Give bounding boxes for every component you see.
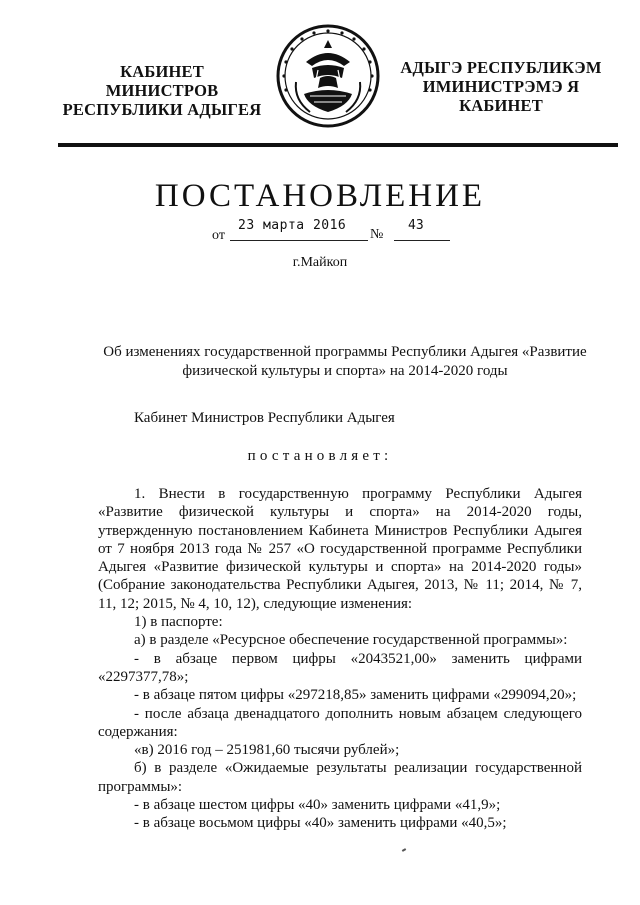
date-value: 23 марта 2016 <box>238 218 347 233</box>
coat-of-arms-emblem <box>274 22 382 130</box>
preamble-lead: Кабинет Министров Республики Адыгея <box>134 410 395 426</box>
body-paragraph: - в абзаце пятом цифры «297218,85» заменить цифрами «299094,20»; <box>134 687 577 704</box>
subject-line-1: Об изменениях государственной программы Республики Адыгея «Развитие <box>103 344 587 360</box>
document-subject <box>98 343 592 380</box>
header-divider <box>58 143 618 147</box>
body-paragraph: «в) 2016 год – 251981,60 тысячи рублей»; <box>134 742 400 759</box>
document-body <box>98 485 582 833</box>
number-value: 43 <box>408 218 424 233</box>
body-paragraph: - в абзаце первом цифры «2043521,00» заменить цифрами «2297377,78»; <box>98 650 582 685</box>
number-prefix: № <box>370 227 384 242</box>
scan-artifact <box>402 848 406 852</box>
body-paragraph: - в абзаце восьмом цифры «40» заменить цифрами «40,5»; <box>134 815 507 832</box>
body-paragraph: 1) в паспорте: <box>134 614 223 631</box>
number-underline <box>394 240 450 241</box>
issuer-name-russian <box>62 62 262 119</box>
issuer-name-line-2: РЕСПУБЛИКИ АДЫГЕЯ <box>62 100 262 119</box>
body-paragraph: - после абзаца двенадцатого дополнить новым абзацем следующего содержания: <box>98 705 582 740</box>
resolves-heading: постановляет: <box>247 448 393 464</box>
date-number-row <box>212 218 452 244</box>
issuer-name-line-1: КАБИНЕТ МИНИСТРОВ <box>105 62 219 100</box>
body-paragraph: а) в разделе «Ресурсное обеспечение государственной программы»: <box>134 632 568 649</box>
issuer-name-adyghe-line-1: АДЫГЭ РЕСПУБЛИКЭМ <box>400 58 602 77</box>
date-underline <box>230 240 368 241</box>
document-title: ПОСТАНОВЛЕНИЕ <box>154 178 486 214</box>
body-paragraph: б) в разделе «Ожидаемые результаты реализации государственной программы»: <box>98 760 582 795</box>
date-prefix: от <box>212 228 225 243</box>
body-paragraph: - в абзаце шестом цифры «40» заменить цифрами «41,9»; <box>134 797 501 814</box>
issuer-name-adyghe-line-2: ИМИНИСТРЭМЭ Я КАБИНЕТ <box>422 77 580 115</box>
subject-line-2: физической культуры и спорта» на 2014-2020 годы <box>182 362 508 379</box>
city-name: г.Майкоп <box>292 255 348 270</box>
issuer-name-adyghe <box>388 58 614 115</box>
body-paragraph: 1. Внести в государственную программу Республики Адыгея «Развитие физической культуры и спорта» на 2014-2020 годы, утвержденную постановлением Кабинета Министров Республики Адыгея от 7 ноября 2013 года № 257 «О государственной программе Республики Адыгея «Развитие физической культуры и спорта» на 2014-2020 годы» (Собрание законодательства Республики Адыгея, 2013, № 11; 2014, № 7, 11, 12; 2015, № 4, 10, 12), следующие изменения: <box>98 486 582 612</box>
